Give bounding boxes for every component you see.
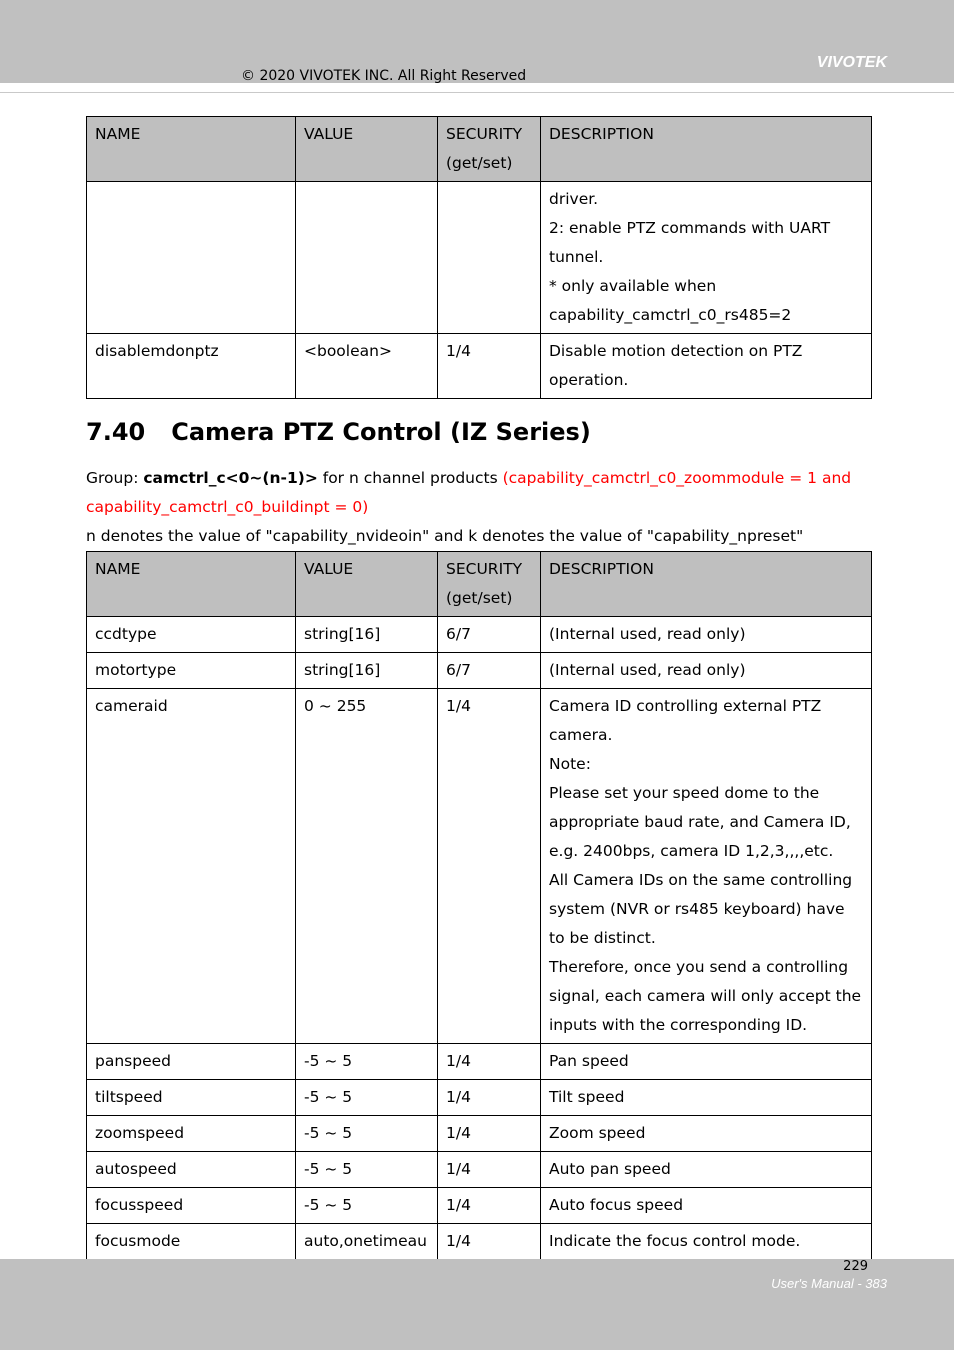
manual-page-label: User's Manual - 383 (771, 1276, 887, 1291)
column-header-description: DESCRIPTION (541, 552, 872, 617)
table-row (87, 689, 872, 1044)
cell-value: string[16] (296, 653, 438, 689)
section-heading (86, 418, 591, 446)
page-number: 229 (843, 1259, 868, 1274)
cell-description: driver. 2: enable PTZ commands with UART tunnel. * only available when capability_camctrl_c0_rs485=2 (541, 182, 872, 334)
table-header-row (87, 552, 872, 617)
cell-description: Tilt speed (541, 1080, 872, 1116)
column-header-name: NAME (87, 117, 296, 182)
cell-value: 0 ~ 255 (296, 689, 438, 1044)
table-row (87, 182, 872, 334)
cell-security: 1/4 (438, 1188, 541, 1224)
column-header-name: NAME (87, 552, 296, 617)
group-name: camctrl_c<0~(n-1)> (143, 469, 318, 487)
cell-description: (Internal used, read only) (541, 653, 872, 689)
cell-value: -5 ~ 5 (296, 1152, 438, 1188)
cell-name: panspeed (87, 1044, 296, 1080)
cell-security: 1/4 (438, 1080, 541, 1116)
cell-value: auto,onetimeau (296, 1224, 438, 1289)
section-number: 7.40 (86, 418, 146, 446)
table-row (87, 1080, 872, 1116)
cell-description: Auto pan speed (541, 1152, 872, 1188)
section-title: Camera PTZ Control (IZ Series) (171, 418, 591, 446)
cell-name: focusmode (87, 1224, 296, 1289)
column-header-value: VALUE (296, 552, 438, 617)
cell-name: disablemdonptz (87, 334, 296, 399)
table-row (87, 653, 872, 689)
cell-description: Auto focus speed (541, 1188, 872, 1224)
group-condition: (capability_camctrl_c0_zoommodule = 1 and capability_camctrl_c0_buildinpt = 0) (86, 469, 852, 516)
table-header-row (87, 117, 872, 182)
copyright-text: © 2020 VIVOTEK INC. All Right Reserved (241, 68, 527, 84)
cell-value: -5 ~ 5 (296, 1116, 438, 1152)
parameter-table-continued (86, 116, 872, 399)
cell-security: 6/7 (438, 653, 541, 689)
cell-name (87, 182, 296, 334)
cell-name: focusspeed (87, 1188, 296, 1224)
column-header-security: SECURITY (get/set) (438, 552, 541, 617)
table-row (87, 1044, 872, 1080)
cell-value: <boolean> (296, 334, 438, 399)
cell-name: tiltspeed (87, 1080, 296, 1116)
cell-security: 1/4 (438, 1152, 541, 1188)
cell-value: string[16] (296, 617, 438, 653)
cell-description: Indicate the focus control mode. (541, 1224, 872, 1289)
cell-security: 6/7 (438, 617, 541, 653)
table-row (87, 334, 872, 399)
column-header-security: SECURITY (get/set) (438, 117, 541, 182)
cell-value: -5 ~ 5 (296, 1080, 438, 1116)
section-note: n denotes the value of "capability_nvideoin" and k denotes the value of "capability_npreset" (86, 527, 804, 545)
cell-name: zoomspeed (87, 1116, 296, 1152)
cell-name: autospeed (87, 1152, 296, 1188)
cell-security: 1/4 (438, 334, 541, 399)
cell-security: 1/4 (438, 1224, 541, 1289)
group-prefix: Group: (86, 469, 144, 487)
main-table-body (87, 617, 872, 1289)
table-row (87, 1116, 872, 1152)
cell-name: cameraid (87, 689, 296, 1044)
column-header-description: DESCRIPTION (541, 117, 872, 182)
brand-logo: VIVOTEK (816, 54, 887, 71)
group-description (86, 464, 886, 522)
header-divider (0, 92, 954, 93)
footer-band (0, 1259, 954, 1350)
cell-description: Pan speed (541, 1044, 872, 1080)
cell-description: Zoom speed (541, 1116, 872, 1152)
cell-value (296, 182, 438, 334)
table-row (87, 1152, 872, 1188)
cell-description: (Internal used, read only) (541, 617, 872, 653)
table-row (87, 617, 872, 653)
cell-security (438, 182, 541, 334)
cell-value: -5 ~ 5 (296, 1044, 438, 1080)
parameter-table (86, 551, 872, 1289)
cell-security: 1/4 (438, 1116, 541, 1152)
cell-name: motortype (87, 653, 296, 689)
cell-security: 1/4 (438, 689, 541, 1044)
column-header-value: VALUE (296, 117, 438, 182)
cell-description: Camera ID controlling external PTZ camera. Note: Please set your speed dome to the appropriate baud rate, and Camera ID, e.g. 2400bps, camera ID 1,2,3,,,,etc. All Camera IDs on the same controlling system (NVR or rs485 keyboard) have to be distinct. Therefore, once you send a controlling signal, each camera will only accept the inputs with the corresponding ID. (541, 689, 872, 1044)
cell-security: 1/4 (438, 1044, 541, 1080)
cell-description: Disable motion detection on PTZ operation. (541, 334, 872, 399)
table-row (87, 1188, 872, 1224)
top-table-body (87, 182, 872, 399)
cell-name: ccdtype (87, 617, 296, 653)
group-suffix: for n channel products (317, 469, 503, 487)
cell-value: -5 ~ 5 (296, 1188, 438, 1224)
